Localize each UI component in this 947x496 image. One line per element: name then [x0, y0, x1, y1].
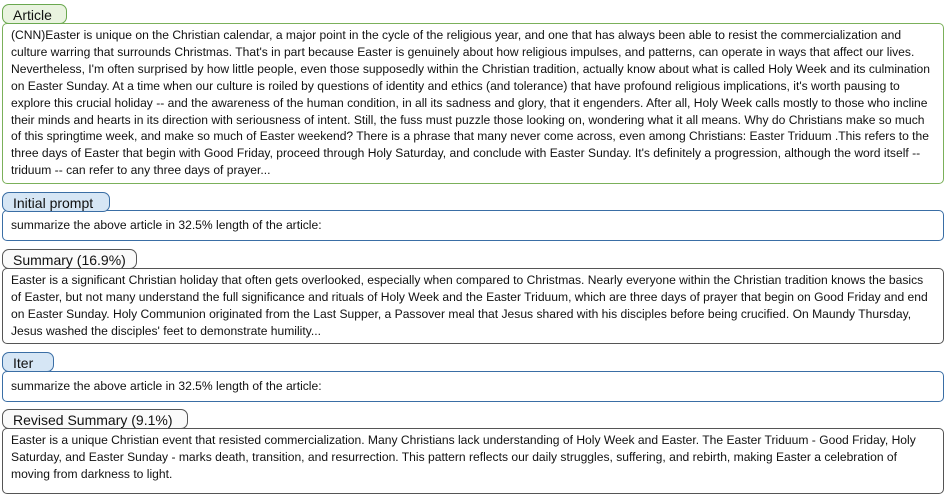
summary-text-box: Easter is a significant Christian holiday that often gets overlooked, especially when compared to Christmas. Nearly everyone within the Christian tradition knows the basics of Easter, but not many understand the full significance and rituals of Holy Week and the Easter Triduum, which are three days of prayer that begin on Good Friday and end on Easter Sunday. Holy Communion originated from the Last Supper, a Passover meal that Jesus shared with his disciples before being crucified. On Maundy Thursday, Jesus washed the disciples' feet to demonstrate humility... — [2, 268, 944, 344]
article-label: Article — [2, 4, 67, 24]
revised-summary-label: Revised Summary (9.1%) — [2, 409, 188, 429]
article-text-box: (CNN)Easter is unique on the Christian calendar, a major point in the cycle of the religious year, and one that has always been able to resist the commercialization and culture warring that surrounds Christmas. That's in part because Easter is genuinely about how religious impulses, and patterns, can operate in ways that affect our lives. Nevertheless, I'm often surprised by how little people, even those supposedly within the Christian tradition, actually know about what is called Holy Week and its culmination on Easter Sunday. At a time when our culture is roiled by questions of identity and ethics (and tolerance) that have profound religious implications, it's worth pausing to explore this crucial holiday -- and the awareness of the human condition, in all its sadness and glory, that it engenders. After all, Holy Week calls mostly to those who incline their minds and hearts in its direction with seriousness of intent. Still, the fuss must puzzle those looking on, wondering what it all means. Why do Christians make so much of this springtime week, and make so much of Easter weekend? There is a phrase that many never come across, even among Christians: Easter Triduum .This refers to the three days of Easter that begin with Good Friday, proceed through Holy Saturday, and conclude with Easter Sunday. It's definitely a progression, although the word itself -- triduum -- can refer to any three days of prayer... — [2, 23, 944, 184]
initial-prompt-text-box: summarize the above article in 32.5% length of the article: — [2, 210, 944, 241]
revised-summary-text-box: Easter is a unique Christian event that resisted commercialization. Many Christians lack understanding of Holy Week and Easter. The Easter Triduum - Good Friday, Holy Saturday, and Easter Sunday - marks death, transition, and resurrection. This pattern reflects our daily struggles, suffering, and rebirth, making Easter a celebration of moving from darkness to light. — [2, 428, 944, 494]
summary-label: Summary (16.9%) — [2, 249, 137, 269]
initial-prompt-label: Initial prompt — [2, 192, 110, 212]
iter-label: Iter — [2, 352, 54, 372]
iter-text-box: summarize the above article in 32.5% length of the article: — [2, 371, 944, 402]
